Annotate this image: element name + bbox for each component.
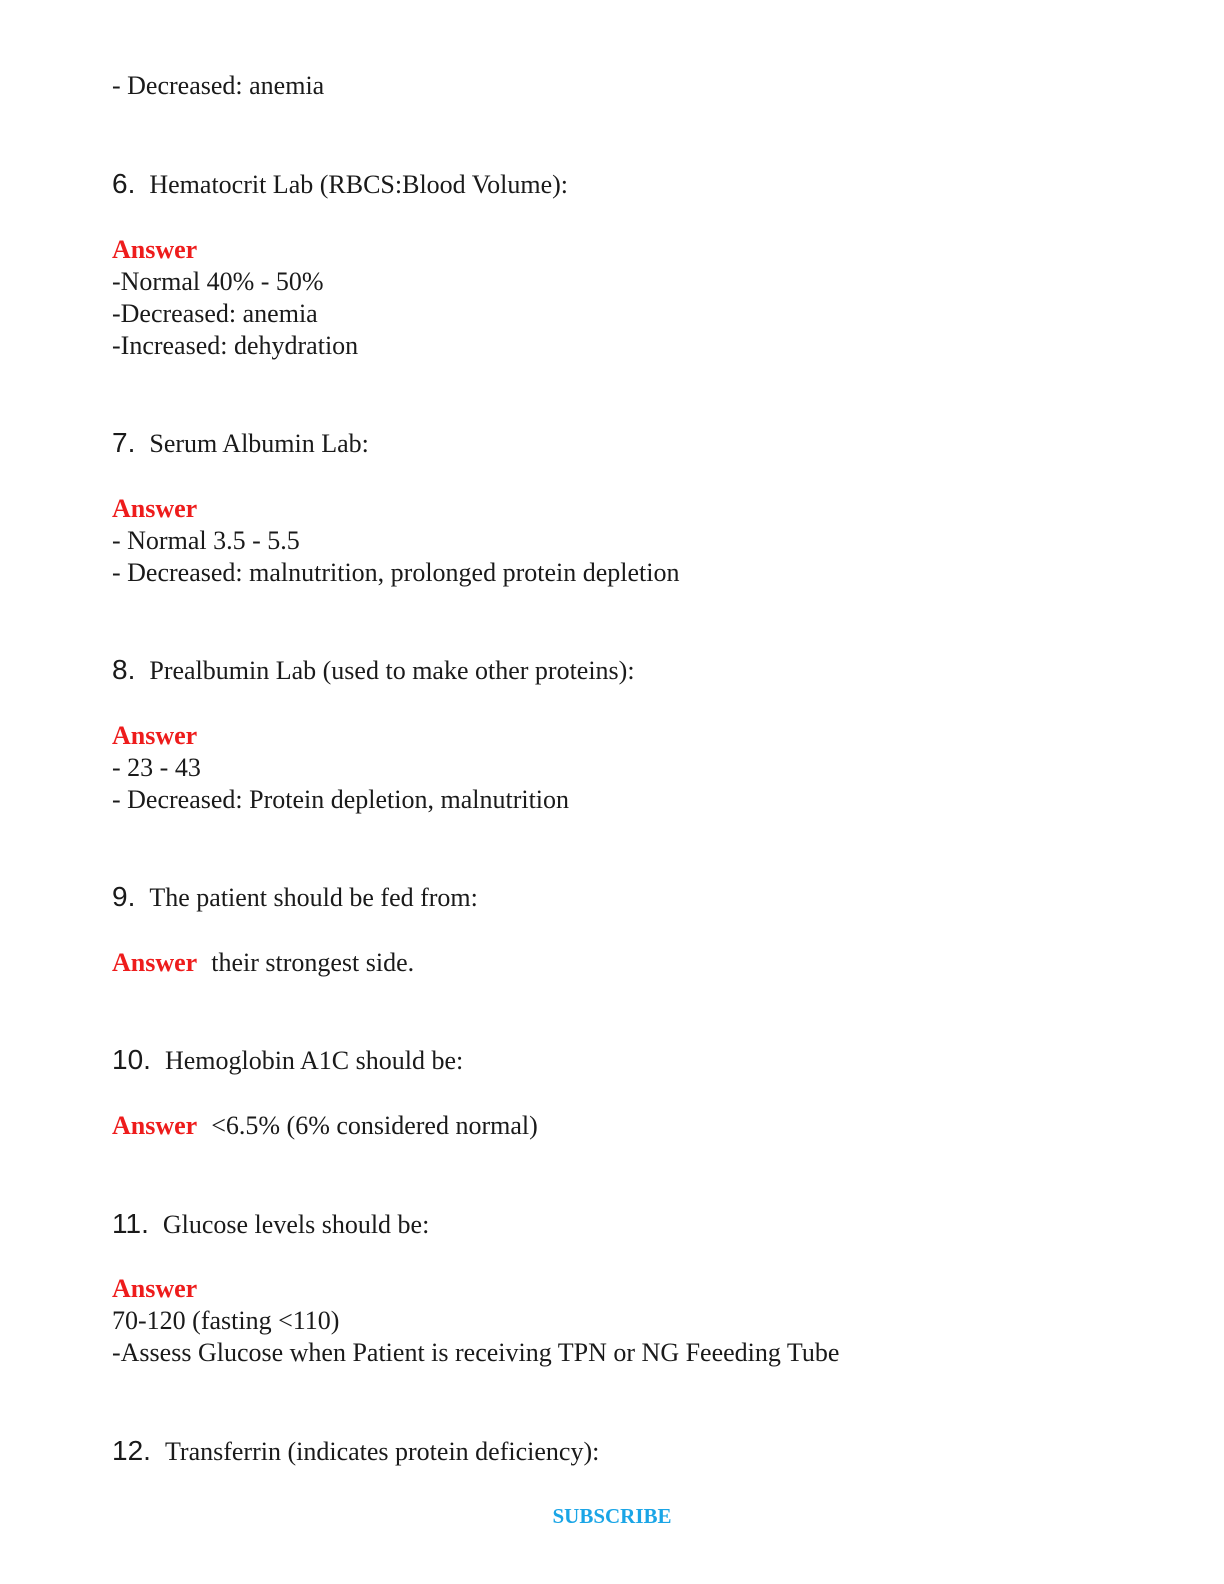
answer-line: - Decreased: malnutrition, prolonged protein depletion	[112, 558, 680, 587]
question-10	[112, 1044, 463, 1077]
answer-text: <6.5% (6% considered normal)	[211, 1111, 538, 1140]
question-11	[112, 1208, 429, 1241]
question-number: 10.	[112, 1044, 151, 1075]
inline-answer	[112, 1110, 538, 1142]
answer-label: Answer	[112, 948, 198, 977]
question-number: 11.	[112, 1208, 149, 1239]
question-text: Hematocrit Lab (RBCS:Blood Volume):	[149, 170, 568, 199]
answer-label: Answer	[112, 1274, 198, 1303]
question-number: 6.	[112, 168, 136, 199]
question-8	[112, 654, 635, 687]
question-12	[112, 1435, 599, 1468]
answer-line: -Assess Glucose when Patient is receiving TPN or NG Feeeding Tube	[112, 1338, 840, 1367]
answer-label: Answer	[112, 721, 198, 750]
answer-label: Answer	[112, 1111, 198, 1140]
inline-answer	[112, 947, 414, 979]
question-9	[112, 881, 478, 914]
answer-line: -Normal 40% - 50%	[112, 267, 324, 296]
question-number: 9.	[112, 881, 136, 912]
question-7	[112, 427, 369, 460]
answer-label: Answer	[112, 494, 198, 523]
previous-answer-line: - Decreased: anemia	[112, 71, 325, 100]
question-number: 7.	[112, 427, 136, 458]
question-number: 8.	[112, 654, 136, 685]
question-text: Transferrin (indicates protein deficiency):	[164, 1437, 600, 1466]
answer-line: 70-120 (fasting <110)	[112, 1306, 340, 1335]
answer-text: their strongest side.	[211, 948, 415, 977]
question-text: Glucose levels should be:	[162, 1210, 430, 1239]
answer-label: Answer	[112, 235, 198, 264]
question-text: The patient should be fed from:	[149, 883, 478, 912]
question-text: Serum Albumin Lab:	[149, 429, 369, 458]
subscribe-link[interactable]: SUBSCRIBE	[552, 1504, 672, 1528]
question-number: 12.	[112, 1435, 151, 1466]
answer-line: - Decreased: Protein depletion, malnutrition	[112, 785, 570, 814]
question-6	[112, 168, 568, 201]
answer-line: - 23 - 43	[112, 753, 201, 782]
answer-line: -Decreased: anemia	[112, 299, 318, 328]
question-text: Prealbumin Lab (used to make other proteins):	[149, 656, 635, 685]
answer-line: - Normal 3.5 - 5.5	[112, 526, 300, 555]
question-text: Hemoglobin A1C should be:	[164, 1046, 464, 1075]
answer-line: -Increased: dehydration	[112, 331, 359, 360]
